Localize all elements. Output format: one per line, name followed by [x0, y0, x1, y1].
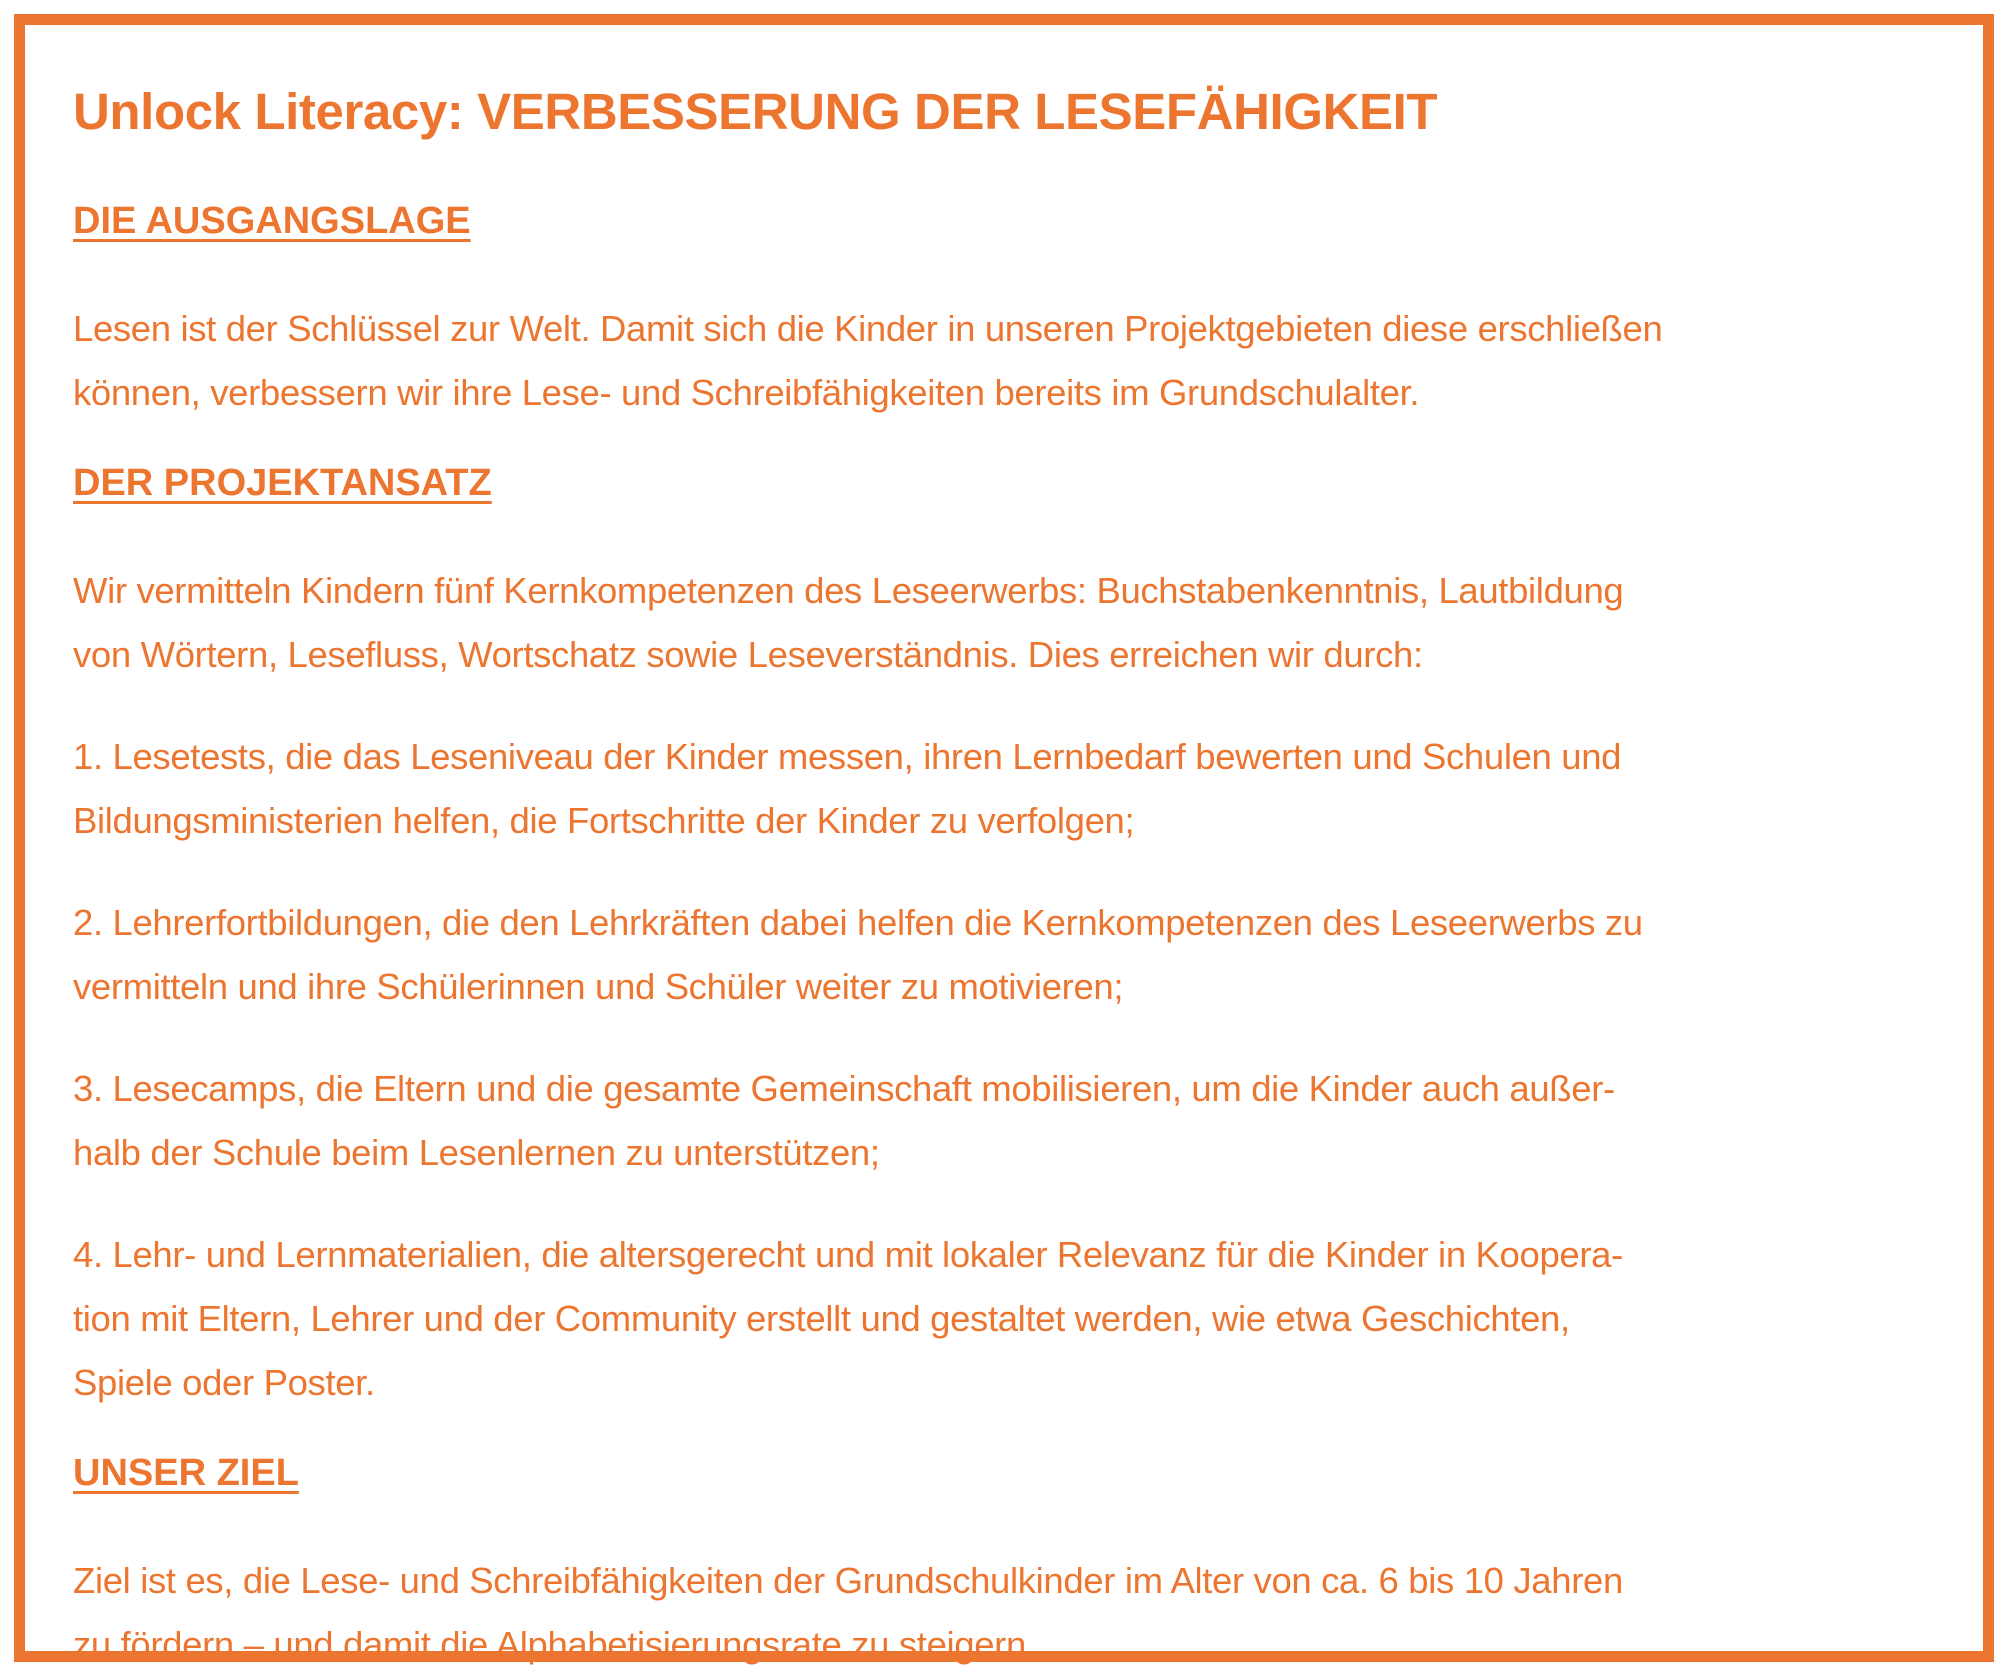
paragraph-line: Wir vermitteln Kindern fünf Kernkompetenzen des Leseerwerbs: Buchstabenkenntnis, Lautbildung — [73, 570, 1624, 611]
list-item-lesetests — [73, 725, 1973, 853]
paragraph-line: Ziel ist es, die Lese- und Schreibfähigkeiten der Grundschulkinder im Alter von ca. 6 bis 10 Jahren — [73, 1560, 1623, 1601]
list-item-lesecamps — [73, 1057, 1973, 1185]
heading-ausgangslage: DIE AUSGANGSLAGE — [73, 200, 471, 242]
heading-unser-ziel: UNSER ZIEL — [73, 1452, 299, 1494]
document-title: Unlock Literacy: VERBESSERUNG DER LESEFÄHIGKEIT — [73, 83, 1438, 140]
paragraph-projektansatz-intro — [73, 559, 1973, 687]
paragraph-line: 1. Lesetests, die das Leseniveau der Kinder messen, ihren Lernbedarf bewerten und Schulen und — [73, 736, 1622, 777]
document-content — [73, 77, 1973, 1677]
paragraph-line: tion mit Eltern, Lehrer und der Community erstellt und gestaltet werden, wie etwa Geschichten, — [73, 1298, 1570, 1339]
paragraph-line: halb der Schule beim Lesenlernen zu unterstützen; — [73, 1132, 880, 1173]
list-item-lehrerfortbildungen — [73, 891, 1973, 1019]
paragraph-unser-ziel — [73, 1549, 1973, 1677]
paragraph-line: Lesen ist der Schlüssel zur Welt. Damit sich die Kinder in unseren Projektgebieten diese erschließen — [73, 308, 1663, 349]
paragraph-line: Bildungsministerien helfen, die Fortschritte der Kinder zu verfolgen; — [73, 800, 1135, 841]
paragraph-line: 4. Lehr- und Lernmaterialien, die altersgerecht und mit lokaler Relevanz für die Kinder in Koopera- — [73, 1234, 1623, 1275]
paragraph-line: von Wörtern, Lesefluss, Wortschatz sowie Leseverständnis. Dies erreichen wir durch: — [73, 634, 1423, 675]
list-item-lernmaterialien — [73, 1223, 1973, 1415]
paragraph-line: 3. Lesecamps, die Eltern und die gesamte Gemeinschaft mobilisieren, um die Kinder auch außer- — [73, 1068, 1615, 1109]
paragraph-line: können, verbessern wir ihre Lese- und Schreibfähigkeiten bereits im Grundschulalter. — [73, 372, 1420, 413]
paragraph-ausgangslage — [73, 297, 1973, 425]
paragraph-line: Spiele oder Poster. — [73, 1362, 375, 1403]
paragraph-line: vermitteln und ihre Schülerinnen und Schüler weiter zu motivieren; — [73, 966, 1124, 1007]
document-frame — [14, 14, 1994, 1665]
heading-projektansatz: DER PROJEKTANSATZ — [73, 462, 492, 504]
paragraph-line: zu fördern – und damit die Alphabetisierungsrate zu steigern. — [73, 1624, 1036, 1665]
paragraph-line: 2. Lehrerfortbildungen, die den Lehrkräften dabei helfen die Kernkompetenzen des Leseerwerbs zu — [73, 902, 1643, 943]
